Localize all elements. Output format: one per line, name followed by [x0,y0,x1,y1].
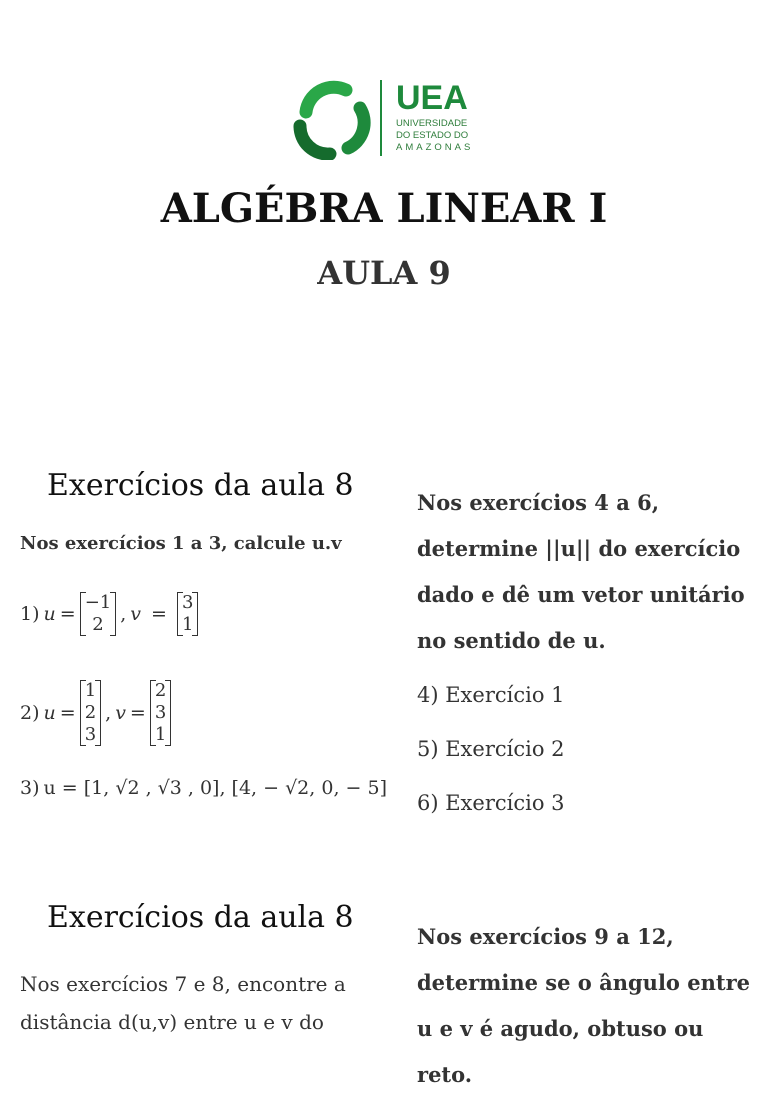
logo-text [396,78,473,154]
section1-instruction: Nos exercícios 1 a 3, calcule u.v [20,533,342,554]
section2-right-line3: u e v é agudo, obtuso ou reto. [417,1016,704,1087]
exercise-1: 1) u = −1 2 , v = 3 1 [20,592,198,636]
section1-right-block [417,480,762,664]
section1-heading: Exercícios da aula 8 [47,468,354,503]
section1-right-line2: determine ||u|| do exercício [417,536,741,561]
exercise-2-number: 2) [20,702,40,724]
section2-left-block [20,965,400,1041]
exercise-3-number: 3) [20,777,40,799]
list-item: 4) Exercício 1 [417,683,565,707]
exercise-2-u-matrix: 1 2 3 [80,680,101,746]
logo-line1: UNIVERSIDADE [396,118,468,129]
logo-line2: DO ESTADO DO [396,130,469,141]
page-subtitle: AULA 9 [317,254,451,292]
section2-right-line1: Nos exercícios 9 a 12, [417,924,674,949]
exercise-3-expression: u = [1, √2 , √3 , 0], [4, − √2, 0, − 5] [43,777,387,799]
section1-right-line3: dado e dê um vetor unitário [417,582,745,607]
section2-left-line1: Nos exercícios 7 e 8, encontre a [20,972,346,996]
section2-heading: Exercícios da aula 8 [47,900,354,935]
list-item: 6) Exercício 3 [417,791,565,815]
section2-right-block [417,914,762,1098]
exercise-2-v-matrix: 2 3 1 [150,680,171,746]
exercise-1-u-matrix: −1 2 [80,592,117,636]
uea-logo [288,78,478,160]
uea-emblem-icon [288,78,374,160]
exercise-1-number: 1) [20,603,40,625]
section1-right-line4: no sentido de u. [417,628,606,653]
list-item: 5) Exercício 2 [417,737,565,761]
section2-right-line2: determine se o ângulo entre [417,970,750,995]
logo-line3: AMAZONAS [396,142,474,153]
logo-divider [380,80,382,156]
exercise-2: 2) u = 1 2 3 , v = 2 3 1 [20,680,171,746]
page-title: ALGÉBRA LINEAR I [160,185,608,232]
exercise-1-v-matrix: 3 1 [177,592,198,636]
section1-right-line1: Nos exercícios 4 a 6, [417,490,660,515]
exercise-3 [20,777,387,799]
logo-main: UEA [396,79,468,117]
section2-left-line2: distância d(u,v) entre u e v do [20,1010,324,1034]
